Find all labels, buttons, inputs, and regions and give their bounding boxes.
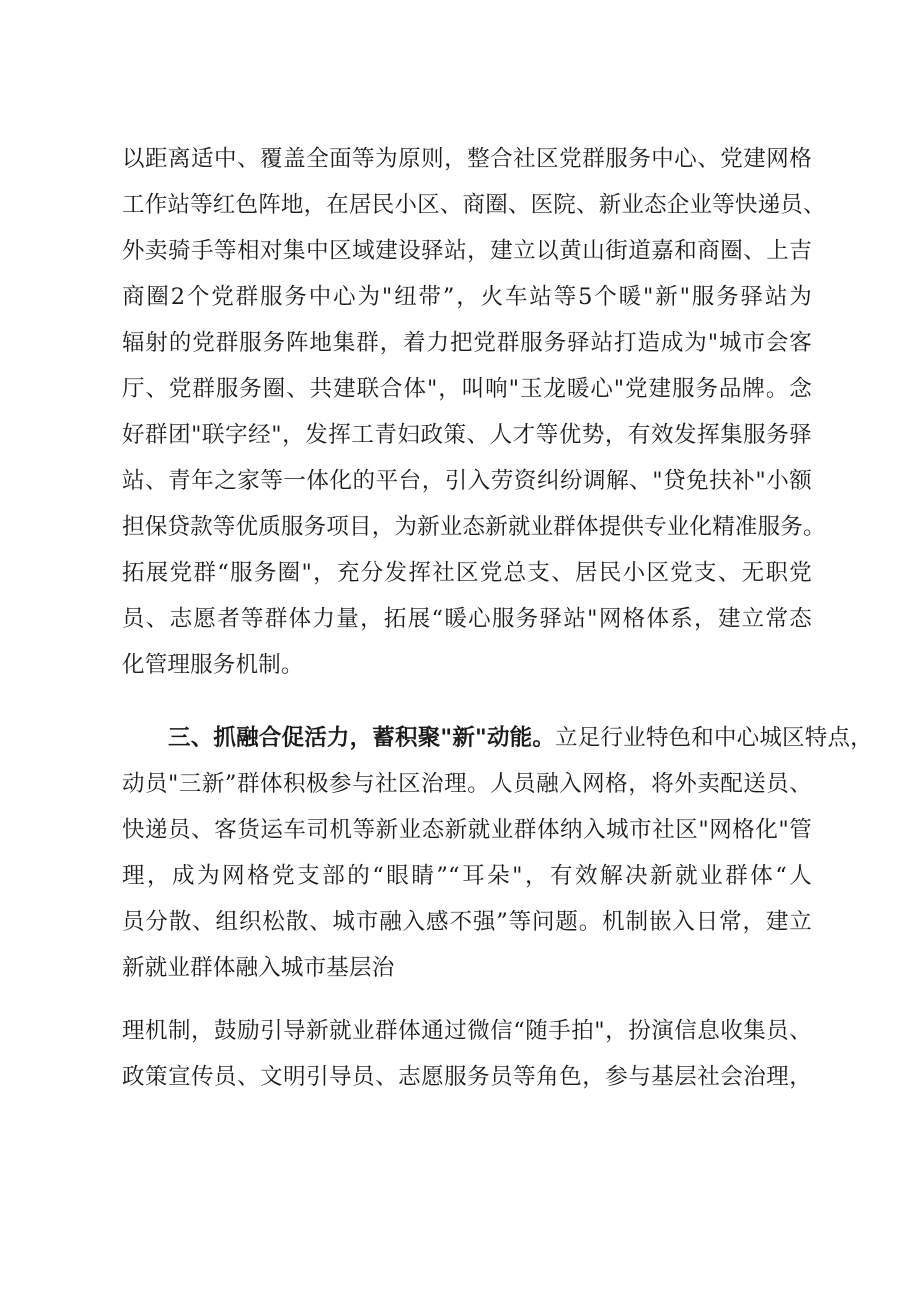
continued-line-2: 政策宣传员、文明引导员、志愿服务员等角色，参与基层社会治理， [122,1064,812,1090]
section-line-4: 理，成为网格党支部的“眼睛”“耳朵"，有效解决新就业群体“人 [122,863,812,889]
section-heading: 三、抓融合促活力，蓄积聚"新"动能。 [168,725,556,751]
section-first-line [168,723,873,753]
body-line-3: 外卖骑手等相对集中区域建设驿站，建立以黄山街道嘉和商圈、上吉 [122,238,812,264]
body-line-8: 站、青年之家等一体化的平台，引入劳资纠纷调解、"贷免扶补"小额 [122,468,812,494]
body-line-11: 员、志愿者等群体力量，拓展“暖心服务驿站"网格体系，建立常态 [122,606,812,632]
body-line-12: 化管理服务机制。 [122,652,304,678]
continued-line-1: 理机制，鼓励引导新就业群体通过微信“随手拍"，扮演信息收集员、 [122,1018,812,1044]
body-line-6: 厅、党群服务圈、共建联合体"，叫响"玉龙暖心"党建服务品牌。念 [122,376,812,402]
section-line-6: 新就业群体融入城市基层治 [122,955,395,981]
body-line-9: 担保贷款等优质服务项目，为新业态新就业群体提供专业化精准服务。 [122,514,826,540]
body-line-4: 商圈2个党群服务中心为"纽带”，火车站等5个暖"新"服务驿站为 [122,284,812,310]
section-line-2: 动员"三新”群体积极参与社区治理。人员融入网格，将外卖配送员、 [122,771,812,797]
body-line-5: 辐射的党群服务阵地集群，着力把党群服务驿站打造成为"城市会客 [122,330,812,356]
body-line-7: 好群团"联字经"，发挥工青妇政策、人才等优势，有效发挥集服务驿 [122,422,812,448]
body-line-10: 拓展党群“服务圈"，充分发挥社区党总支、居民小区党支、无职党 [122,560,812,586]
section-line-5: 员分散、组织松散、城市融入感不强”等问题。机制嵌入日常，建立 [122,909,812,935]
section-line-3: 快递员、客货运车司机等新业态新就业群体纳入城市社区"网格化"管 [122,817,812,843]
body-line-1: 以距离适中、覆盖全面等为原则，整合社区党群服务中心、党建网格 [122,146,812,172]
section-first-line-rest: 立足行业特色和中心城区特点， [555,725,873,751]
body-line-2: 工作站等红色阵地，在居民小区、商圈、医院、新业态企业等快递员、 [122,192,826,218]
